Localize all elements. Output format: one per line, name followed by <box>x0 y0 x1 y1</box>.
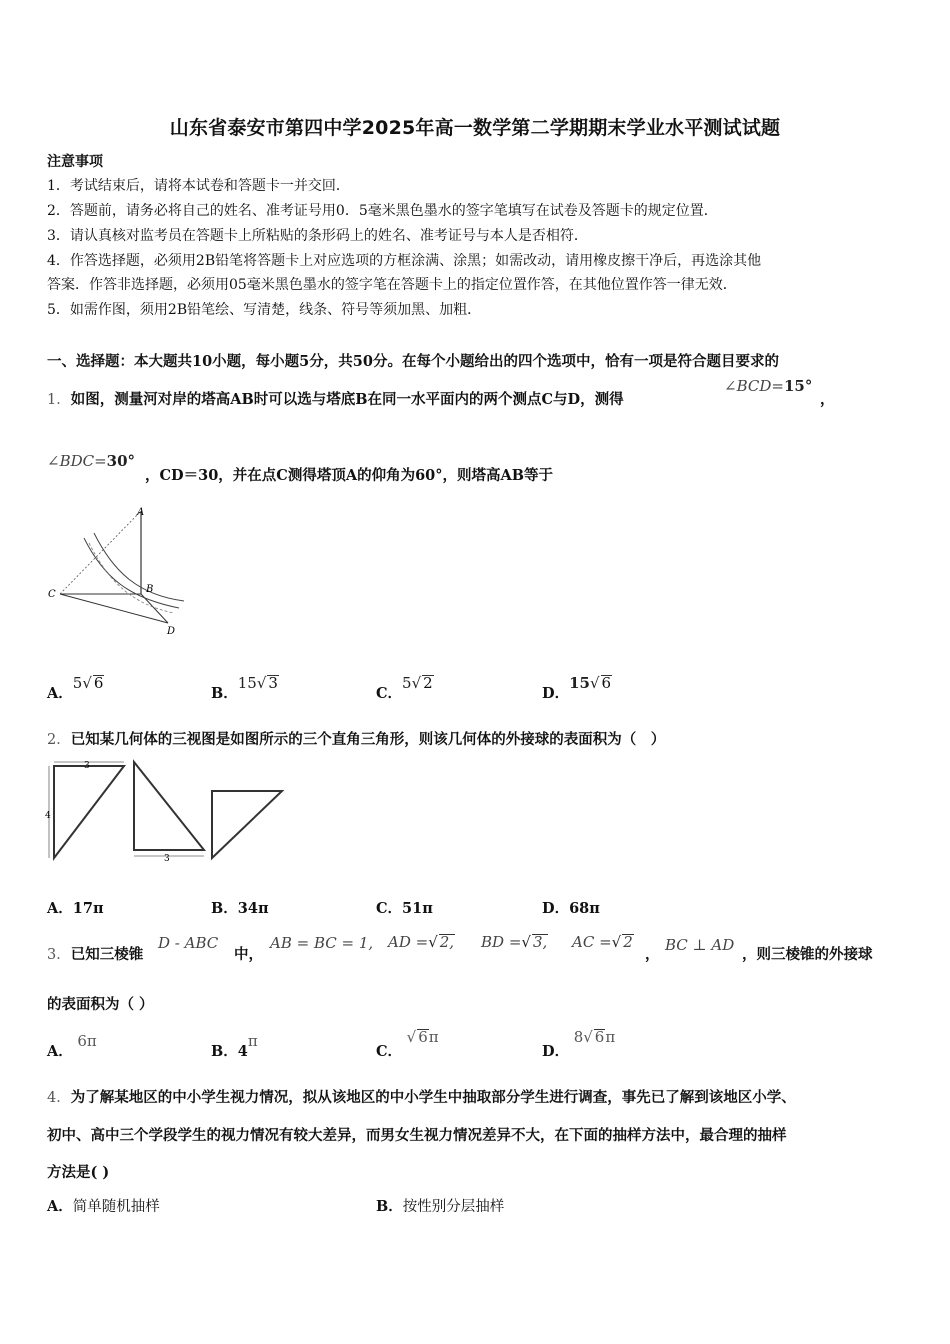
section-heading: 一、选择题：本大题共10小题，每小题5分，共50分。在每个小题给出的四个选项中，恰有一项是符合题目要求的 <box>47 353 779 370</box>
question-text: 如图，测量河对岸的塔高AB时可以选与塔底B在同一水平面内的两个测点C与D，测得 <box>70 391 624 408</box>
q3-option-c[interactable]: C． √ 6π <box>376 1028 439 1060</box>
question-1-line2: ，CD＝30，并在点C测得塔顶A的仰角为60°，则塔高AB等于 <box>145 467 554 484</box>
river-water <box>89 543 174 613</box>
cond-ad: AD =√ 2, <box>388 933 455 951</box>
note-4: 4．作答选择题，必须用2B铅笔将答题卡上对应选项的方框涂满、涂黑；如需改动，请用橡皮擦干净后，再选涂其他 <box>47 253 762 269</box>
angle-bcd: ∠BCD=15° <box>724 377 813 395</box>
front-view-triangle <box>54 766 124 858</box>
note-2: 2．答题前，请务必将自己的姓名、准考证号用0．5毫米黑色墨水的签字笔填写在试卷及答题卡的规定位置． <box>47 203 718 219</box>
q2-option-a[interactable]: A．17π <box>47 900 104 917</box>
question-number: 1． <box>47 392 71 408</box>
question-3-mid: 中， <box>234 946 263 963</box>
note-3: 3．请认真核对监考员在答题卡上所粘贴的条形码上的姓名、准考证号与本人是否相符． <box>47 228 588 244</box>
line-cd <box>60 594 168 623</box>
q1-option-d[interactable]: D．15√ 6 <box>542 674 612 702</box>
page-title: 山东省泰安市第四中学2025年高一数学第二学期期末学业水平测试试题 <box>169 117 781 139</box>
q1-option-b[interactable]: B．15√ 3 <box>211 674 278 702</box>
q2-option-d[interactable]: D．68π <box>542 900 600 917</box>
q2-option-c[interactable]: C．51π <box>376 900 433 917</box>
question-3-line2: 的表面积为（ ） <box>47 996 154 1013</box>
label-d: D <box>167 626 176 637</box>
dim-label-bottom: 3 <box>164 854 170 864</box>
question-3-lead: 3．已知三棱锥 <box>47 946 144 963</box>
q1-option-c[interactable]: C．5√ 2 <box>376 674 433 702</box>
comma: ， <box>820 391 835 408</box>
label-c: C <box>48 589 56 600</box>
angle-bdc: ∠BDC=30° <box>47 452 136 470</box>
label-a: A <box>137 507 145 518</box>
three-view-diagram <box>44 758 294 868</box>
q4-option-a[interactable]: A．简单随机抽样 <box>47 1198 160 1215</box>
cond-bd: BD =√ 3, <box>481 933 548 951</box>
cond-perp: BC ⊥ AD <box>665 936 735 954</box>
question-1-line1 <box>47 388 624 409</box>
cond-ab-bc: AB = BC = 1, <box>270 934 374 952</box>
note-1: 1．考试结束后，请将本试卷和答题卡一并交回． <box>47 178 350 194</box>
river-bank-2 <box>94 533 184 601</box>
q2-option-b[interactable]: B．34π <box>211 900 269 917</box>
note-4-cont: 答案．作答非选择题，必须用05毫米黑色墨水的签字笔在答题卡上的指定位置作答，在其他位置作答一律无效． <box>47 277 737 293</box>
top-view-triangle <box>212 791 282 858</box>
side-view-triangle <box>134 762 204 850</box>
q1-option-a[interactable]: A．5√ 6 <box>47 674 104 702</box>
pyramid-name: D - ABC <box>158 934 219 952</box>
q3-option-a[interactable]: A． 6π <box>47 1032 97 1060</box>
dim-label-top: 3 <box>84 761 90 771</box>
question-4-line3: 方法是( ) <box>47 1164 110 1181</box>
question-2: 2．已知某几何体的三视图是如图所示的三个直角三角形，则该几何体的外接球的表面积为（ ） <box>47 731 666 748</box>
notes-heading: 注意事项 <box>47 154 103 170</box>
cond-ac: AC =√ 2 <box>572 933 633 951</box>
question-4-line2: 初中、高中三个学段学生的视力情况有较大差异，而男女生视力情况差异不大，在下面的抽样方法中，最合理的抽样 <box>47 1127 787 1144</box>
dim-label-left: 4 <box>45 811 51 821</box>
comma: ， <box>645 946 660 963</box>
question-3-tail: ，则三棱锥的外接球 <box>742 946 873 963</box>
sight-line-ca <box>60 511 141 594</box>
label-b: B <box>146 584 154 595</box>
q3-option-b[interactable]: B．4π <box>211 1032 258 1060</box>
q4-option-b[interactable]: B．按性别分层抽样 <box>376 1198 505 1215</box>
q3-option-d[interactable]: D． 8√ 6π <box>542 1028 616 1060</box>
question-4-line1: 4．为了解某地区的中小学生视力情况，拟从该地区的中小学生中抽取部分学生进行调查，事先已了解到该地区小学、 <box>47 1089 796 1106</box>
note-5: 5．如需作图，须用2B铅笔绘、写清楚，线条、符号等须加黑、加粗． <box>47 302 482 318</box>
tower-diagram <box>44 503 194 638</box>
